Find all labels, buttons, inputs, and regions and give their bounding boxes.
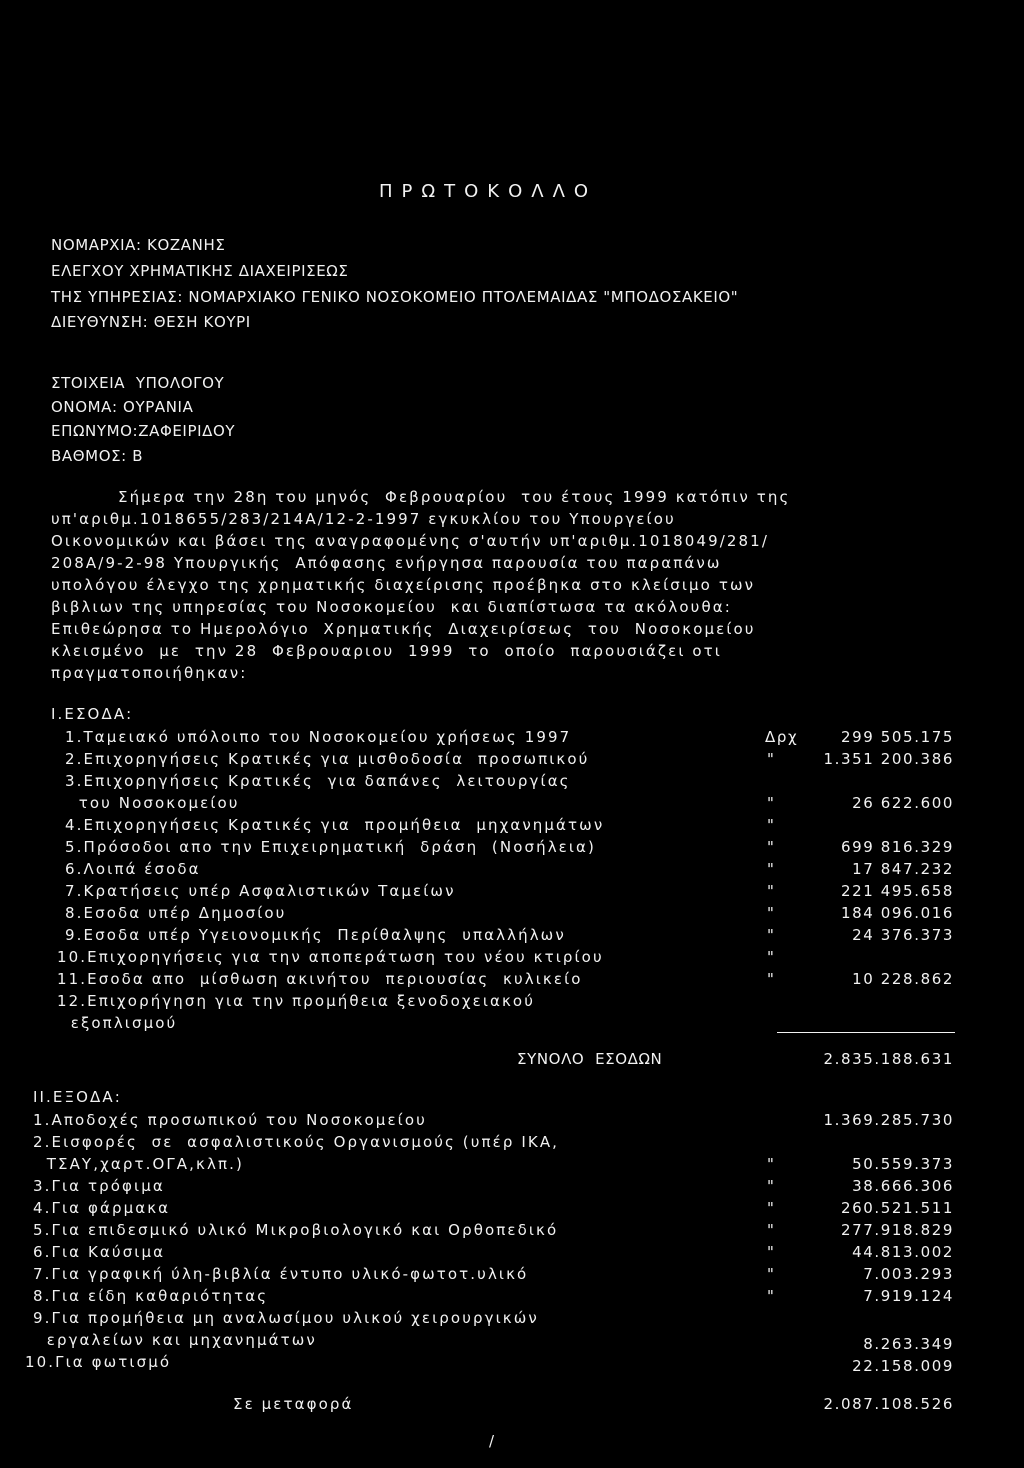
page-mark: / bbox=[489, 1432, 497, 1450]
income-row-label: εξοπλισμού bbox=[57, 1014, 178, 1032]
expense-row-amount: 44.813.002 bbox=[852, 1243, 954, 1261]
income-row-amount: 24 376.373 bbox=[852, 926, 954, 944]
income-heading: Ι.ΕΣΟΔΑ: bbox=[51, 705, 134, 723]
paragraph-line: 208Α/9-2-98 Υπουργικής Απόφασης ενήργησα παρουσία του παραπάνω bbox=[51, 554, 722, 572]
paragraph-line: πραγματοποιήθηκαν: bbox=[51, 664, 248, 682]
accountant-surname: ΕΠΩΝΥΜΟ:ΖΑΦΕΙΡΙΔΟΥ bbox=[51, 422, 236, 440]
income-row-label: 9.Εσοδα υπέρ Υγειονομικής Περίθαλψης υπαλλήλων bbox=[65, 926, 566, 944]
document-title: ΠΡΩΤΟΚΟΛΛΟ bbox=[379, 181, 598, 202]
income-row-mark: " bbox=[767, 970, 776, 988]
expense-row-label: 9.Για προμήθεια μη αναλωσίμου υλικού χειρουργικών bbox=[33, 1309, 539, 1327]
income-row-label: 4.Επιχορηγήσεις Κρατικές για προμήθεια μηχανημάτων bbox=[65, 816, 605, 834]
expense-row-mark: " bbox=[767, 1221, 776, 1239]
income-row-label: 2.Επιχορηγήσεις Κρατικές για μισθοδοσία προσωπικού bbox=[65, 750, 590, 768]
header-service: ΤΗΣ ΥΠΗΡΕΣΙΑΣ: ΝΟΜΑΡΧΙΑΚΟ ΓΕΝΙΚΟ ΝΟΣΟΚΟΜΕΙΟ ΠΤΟΛΕΜΑΙΔΑΣ "ΜΠΟΔΟΣΑΚΕΙΟ" bbox=[51, 288, 739, 306]
income-row-label: 11.Εσοδα απο μίσθωση ακινήτου περιουσίας κυλικείο bbox=[57, 970, 583, 988]
expense-row-label: εργαλείων και μηχανημάτων bbox=[33, 1331, 317, 1349]
accountant-heading: ΣΤΟΙΧΕΙΑ ΥΠΟΛΟΓΟΥ bbox=[51, 374, 225, 392]
expense-row-mark: " bbox=[767, 1287, 776, 1305]
income-row-mark: " bbox=[767, 904, 776, 922]
header-address: ΔΙΕΥΘΥΝΣΗ: ΘΕΣΗ ΚΟΥΡΙ bbox=[51, 313, 251, 331]
expense-row-mark: " bbox=[767, 1265, 776, 1283]
income-row-label: 12.Επιχορήγηση για την προμήθεια ξενοδοχειακού bbox=[57, 992, 535, 1010]
paragraph-line: Οικονομικών και βάσει της αναγραφομένης σ'αυτήν υπ'αριθμ.1018049/281/ bbox=[51, 532, 769, 550]
expense-row-label: 10.Για φωτισμό bbox=[25, 1353, 172, 1371]
expense-row-mark: " bbox=[767, 1243, 776, 1261]
income-row-mark: " bbox=[767, 816, 776, 834]
income-row-mark: Δρχ bbox=[765, 728, 799, 746]
accountant-name: ΟΝΟΜΑ: ΟΥΡΑΝΙΑ bbox=[51, 398, 194, 416]
expense-row-label: 3.Για τρόφιμα bbox=[33, 1177, 165, 1195]
income-row-label: 7.Κρατήσεις υπέρ Ασφαλιστικών Ταμείων bbox=[65, 882, 456, 900]
expense-row-label: 7.Για γραφική ύλη-βιβλία έντυπο υλικό-φωτοτ.υλικό bbox=[33, 1265, 529, 1283]
income-row-label: του Νοσοκομείου bbox=[65, 794, 240, 812]
income-row-label: 5.Πρόσοδοι απο την Επιχειρηματική δράση (Νοσήλεια) bbox=[65, 838, 597, 856]
expense-row-amount: 38.666.306 bbox=[852, 1177, 954, 1195]
carry-forward-label: Σε μεταφορά bbox=[233, 1395, 354, 1413]
expense-row-amount: 1.369.285.730 bbox=[823, 1111, 954, 1129]
paragraph-line: Επιθεώρησα το Ημερολόγιο Χρηματικής Διαχειρίσεως του Νοσοκομείου bbox=[51, 620, 756, 638]
income-row-label: 6.Λοιπά έσοδα bbox=[65, 860, 201, 878]
header-prefecture: ΝΟΜΑΡΧΙΑ: ΚΟΖΑΝΗΣ bbox=[51, 236, 226, 254]
income-row-amount: 1.351 200.386 bbox=[823, 750, 954, 768]
expense-row-amount: 7.003.293 bbox=[863, 1265, 954, 1283]
paragraph-line: υπ'αριθμ.1018655/283/214Α/12-2-1997 εγκυκλίου του Υπουργείου bbox=[51, 510, 676, 528]
expense-row-mark: " bbox=[767, 1155, 776, 1173]
expense-row-amount: 277.918.829 bbox=[840, 1221, 954, 1239]
expense-row-label: 8.Για είδη καθαριότητας bbox=[33, 1287, 269, 1305]
expense-row-label: 2.Εισφορές σε ασφαλιστικούς Οργανισμούς (υπέρ ΙΚΑ, bbox=[33, 1133, 560, 1151]
expense-row-label: ΤΣΑΥ,χαρτ.ΟΓΑ,κλπ.) bbox=[33, 1155, 244, 1173]
income-row-amount: 10 228.862 bbox=[852, 970, 954, 988]
header-control: ΕΛΕΓΧΟΥ ΧΡΗΜΑΤΙΚΗΣ ΔΙΑΧΕΙΡΙΣΕΩΣ bbox=[51, 262, 349, 280]
total-rule bbox=[777, 1032, 955, 1033]
paragraph-line: κλεισμένο με την 28 Φεβρουαριου 1999 το οποίο παρουσιάζει οτι bbox=[51, 642, 722, 660]
income-row-amount: 221 495.658 bbox=[840, 882, 954, 900]
expense-row-amount: 22.158.009 bbox=[852, 1357, 954, 1375]
income-row-mark: " bbox=[767, 926, 776, 944]
income-row-amount: 699 816.329 bbox=[840, 838, 954, 856]
paragraph-line: βιβλιων της υπηρεσίας του Νοσοκομείου και διαπίστωσα τα ακόλουθα: bbox=[51, 598, 732, 616]
income-row-amount: 184 096.016 bbox=[840, 904, 954, 922]
income-row-mark: " bbox=[767, 750, 776, 768]
expense-row-mark: " bbox=[767, 1199, 776, 1217]
income-row-label: 8.Εσοδα υπέρ Δημοσίου bbox=[65, 904, 287, 922]
income-row-mark: " bbox=[767, 948, 776, 966]
income-row-amount: 299 505.175 bbox=[840, 728, 954, 746]
expense-row-amount: 260.521.511 bbox=[840, 1199, 954, 1217]
expense-row-label: 5.Για επιδεσμικό υλικό Μικροβιολογικό και Ορθοπεδικό bbox=[33, 1221, 559, 1239]
carry-forward-amount: 2.087.108.526 bbox=[823, 1395, 954, 1413]
expense-row-amount: 8.263.349 bbox=[863, 1335, 954, 1353]
expense-row-mark: " bbox=[767, 1177, 776, 1195]
expense-row-amount: 7.919.124 bbox=[863, 1287, 954, 1305]
income-row-mark: " bbox=[767, 860, 776, 878]
income-total-label: ΣΥΝΟΛΟ ΕΣΟΔΩΝ bbox=[517, 1050, 663, 1068]
income-row-mark: " bbox=[767, 794, 776, 812]
accountant-grade: ΒΑΘΜΟΣ: Β bbox=[51, 447, 144, 465]
paragraph-line: Σήμερα την 28η του μηνός Φεβρουαρίου του έτους 1999 κατόπιν της bbox=[118, 488, 791, 506]
income-row-mark: " bbox=[767, 882, 776, 900]
expenses-heading: ΙΙ.ΕΞΟΔΑ: bbox=[33, 1088, 122, 1106]
income-row-label: 3.Επιχορηγήσεις Κρατικές για δαπάνες λειτουργίας bbox=[65, 772, 571, 790]
income-row-label: 10.Επιχορηγήσεις για την αποπεράτωση του νέου κτιρίου bbox=[57, 948, 604, 966]
income-total-amount: 2.835.188.631 bbox=[823, 1050, 954, 1068]
expense-row-amount: 50.559.373 bbox=[852, 1155, 954, 1173]
paragraph-line: υπολόγου έλεγχο της χρηματικής διαχείρισης προέβηκα στο κλείσιμο των bbox=[51, 576, 756, 594]
income-row-amount: 17 847.232 bbox=[852, 860, 954, 878]
expense-row-label: 4.Για φάρμακα bbox=[33, 1199, 171, 1217]
expense-row-label: 6.Για Καύσιμα bbox=[33, 1243, 166, 1261]
income-row-amount: 26 622.600 bbox=[852, 794, 954, 812]
expense-row-label: 1.Αποδοχές προσωπικού του Νοσοκομείου bbox=[33, 1111, 427, 1129]
income-row-label: 1.Ταμειακό υπόλοιπο του Νοσοκομείου χρήσεως 1997 bbox=[65, 728, 572, 746]
income-row-mark: " bbox=[767, 838, 776, 856]
